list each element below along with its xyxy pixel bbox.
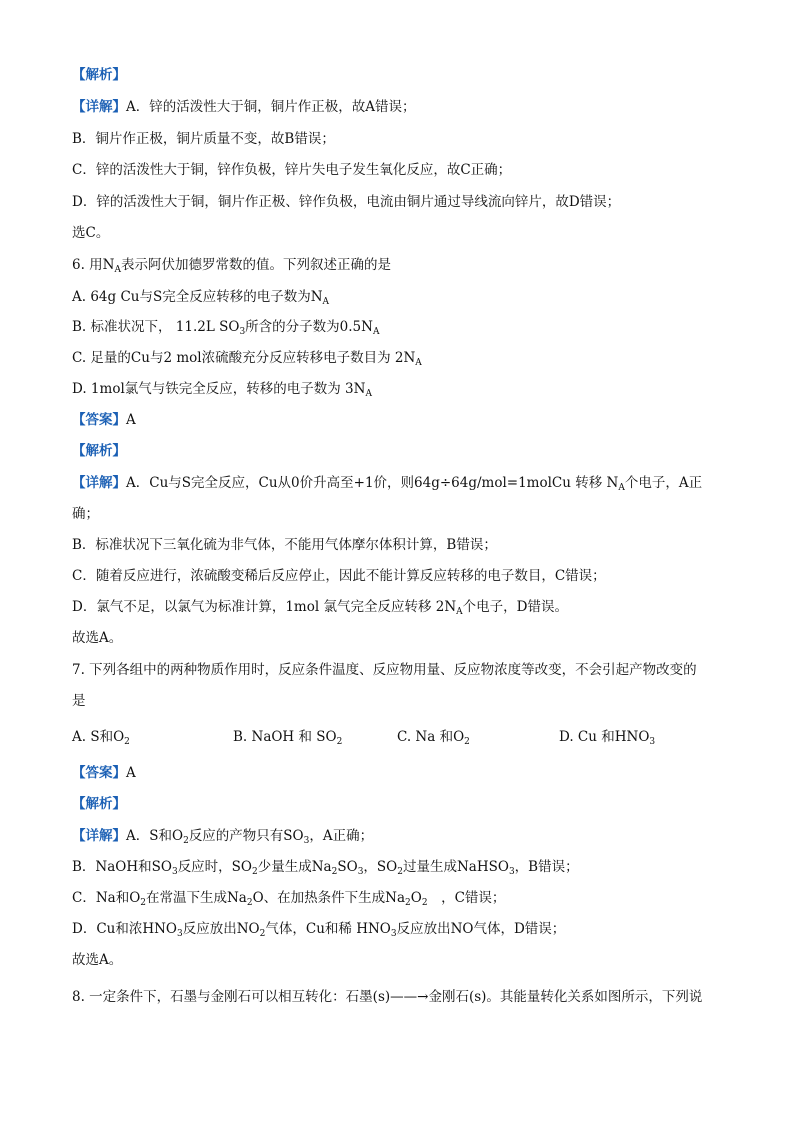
conclusion: 选C。: [72, 225, 110, 241]
analysis-heading: 【解析】: [72, 443, 126, 459]
conclusion: 故选A。: [72, 952, 123, 968]
question-stem-cont: 是: [72, 693, 86, 709]
option-b: B. NaOH 和 $SO_2$: [233, 729, 343, 747]
question-stem: 6. 用$N_A$表示阿伏加德罗常数的值。下列叙述正确的是: [72, 257, 391, 275]
option-c: C. Na 和$O_2$: [397, 729, 470, 747]
analysis-heading: 【解析】: [72, 796, 126, 812]
question-stem: 7. 下列各组中的两种物质作用时，反应条件温度、反应物用量、反应物浓度等改变，不会引起产物改变的: [72, 662, 697, 678]
conclusion: 故选A。: [72, 630, 123, 646]
analysis-heading: 【解析】: [72, 67, 126, 83]
answer-line: [72, 411, 136, 429]
answer-tag: 【答案】: [72, 412, 126, 428]
option-a: A. S和$O_2$: [72, 729, 130, 747]
detail-line: D．锌的活泼性大于铜，铜片作正极、锌作负极，电流由铜片通过导线流向锌片，故D错误；: [72, 194, 621, 210]
option-b: B. 标准状况下， 11.2L $SO_3$所含的分子数为$0.5N_A$: [72, 319, 380, 337]
detail-line: C．锌的活泼性大于铜，锌作负极，锌片失电子发生氧化反应，故C正确；: [72, 162, 512, 178]
detail-text: A．锌的活泼性大于铜，铜片作正极，故A错误；: [126, 99, 416, 115]
detail-line: D．Cu和浓$HNO_3$反应放出$NO_2$气体，Cu和稀 $HNO_3$反应放出NO气体，D错误；: [72, 921, 566, 939]
detail-line: 【详解】A．S和$O_2$反应的产物只有$SO_3$，A正确；: [72, 828, 374, 846]
detail-line: D．氯气不足，以氯气为标准计算，1mol 氯气完全反应转移 $2N_A$个电子，D错误。: [72, 599, 568, 617]
answer-value: A: [126, 765, 136, 781]
option-d: D. 1mol氯气与铁完全反应，转移的电子数为 $3N_A$: [72, 381, 372, 399]
detail-line: [72, 98, 416, 116]
detail-line: C．Na和$O_2$在常温下生成$Na_2O$、在加热条件下生成$Na_2O_2$ ，C错误；: [72, 890, 506, 908]
detail-tag: 【详解】: [72, 828, 126, 844]
option-c: C. 足量的Cu与2 mol浓硫酸充分反应转移电子数目为 $2N_A$: [72, 350, 422, 368]
option-d: D. Cu 和$HNO_3$: [559, 729, 656, 747]
detail-line: B．标准状况下三氧化硫为非气体，不能用气体摩尔体积计算，B错误；: [72, 537, 497, 553]
question-stem: 8. 一定条件下，石墨与金刚石可以相互转化：石墨(s)——→金刚石(s)。其能量转化关系如图所示，下列说: [72, 989, 703, 1005]
detail-line: C．随着反应进行，浓硫酸变稀后反应停止，因此不能计算反应转移的电子数目，C错误；: [72, 568, 606, 584]
answer-tag: 【答案】: [72, 765, 126, 781]
detail-line: 【详解】A．Cu与S完全反应，Cu从0价升高至+1价，则64g÷64g/mol=1molCu 转移 $N_A$个电子，A正: [72, 475, 703, 493]
option-a: A. 64g Cu与S完全反应转移的电子数为$N_A$: [72, 289, 330, 307]
detail-tag: 【详解】: [72, 99, 126, 115]
detail-tag: 【详解】: [72, 475, 126, 491]
answer-value: A: [126, 412, 136, 428]
detail-line: B．铜片作正极，铜片质量不变，故B错误；: [72, 131, 335, 147]
detail-line: B．NaOH和$SO_3$反应时，$SO_2$少量生成$Na_2SO_3$，$SO_2$过量生成NaHSO$_3$，B错误；: [72, 859, 579, 877]
detail-line: 确；: [72, 506, 99, 522]
answer-line: [72, 764, 136, 782]
